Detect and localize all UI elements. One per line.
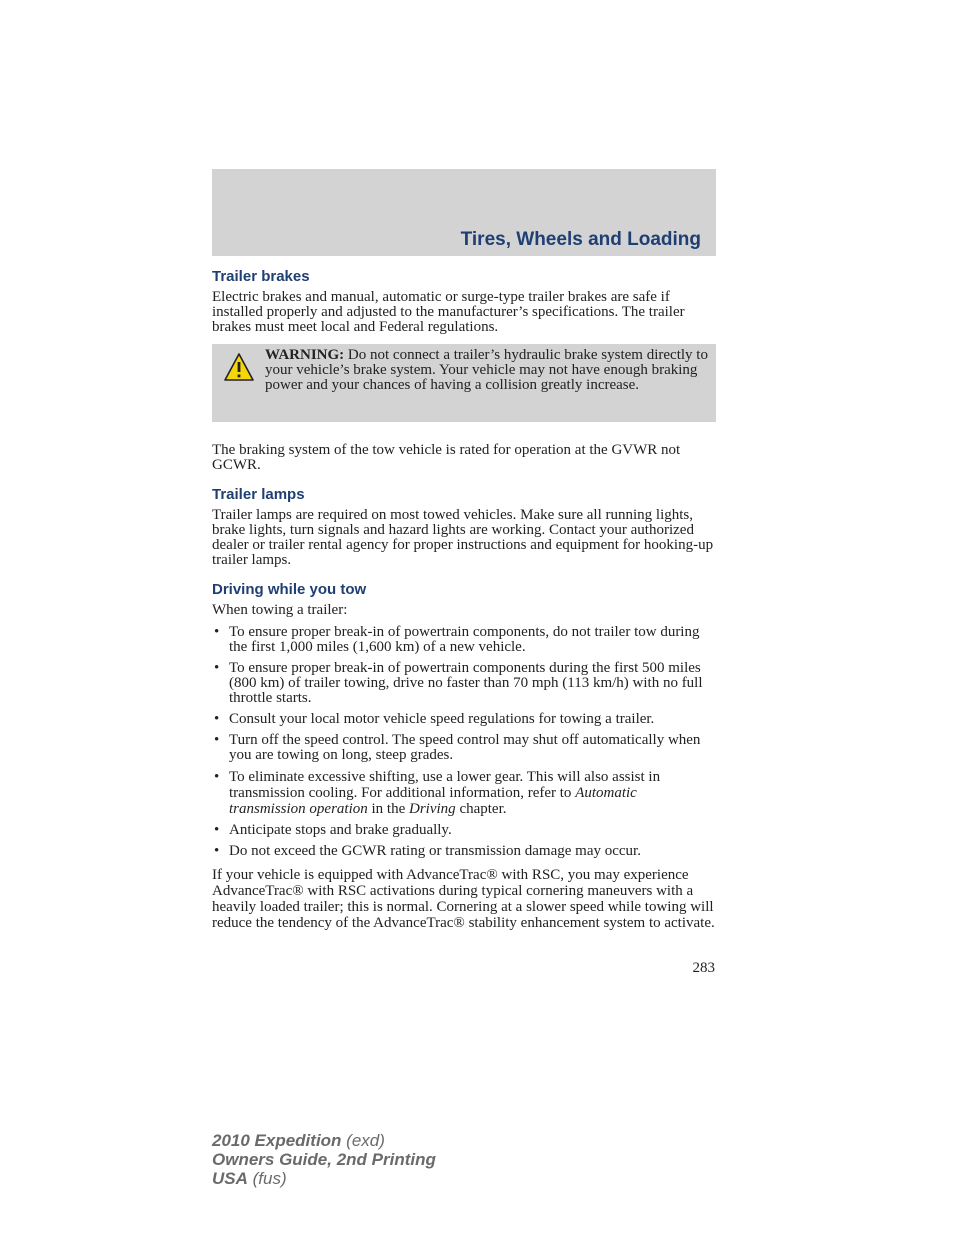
list-item: • Do not exceed the GCWR rating or transmission damage may occur. [212,844,716,859]
footer-printing: Owners Guide, 2nd Printing [212,1150,436,1169]
bullet-text: chapter. [455,801,507,817]
heading-trailer-brakes: Trailer brakes [212,268,310,285]
page-number: 283 [692,960,715,976]
list-item: • Consult your local motor vehicle speed regulations for towing a trailer. [212,712,716,727]
footer-market: USA [212,1169,248,1188]
trailer-lamps-paragraph: Trailer lamps are required on most towed vehicles. Make sure all running lights, brake lights, turn signals and hazard lights are working. Contact your authorized dealer or trailer rental agency for proper instructions and equipment for hooking-up trailer lamps. [212,507,714,568]
towing-intro: When towing a trailer: [212,602,348,618]
section-header-band [212,169,716,256]
cross-reference-driving-chapter: Driving [409,801,456,817]
footer-model-code: (exd) [341,1131,385,1150]
braking-system-paragraph: The braking system of the tow vehicle is rated for operation at the GVWR not GCWR. [212,442,681,473]
footer-model: 2010 Expedition [212,1131,342,1150]
heading-trailer-lamps: Trailer lamps [212,486,305,503]
trailer-brakes-paragraph: Electric brakes and manual, automatic or surge-type trailer brakes are safe if installed properly and adjusted to the manufacturer’s specifications. The trailer brakes must meet local and Federal regulations. [212,289,685,335]
warning-label: WARNING: [265,347,345,363]
advancetrac-paragraph: If your vehicle is equipped with AdvanceTrac® with RSC, you may experience AdvanceTrac® with RSC activations during typical cornering maneuvers with a heavily loaded trailer; this is normal. Cornering at a slower speed while towing will reduce the tendency of the AdvanceTrac® stability enhancement system to activate. [212,867,715,931]
bullet-text: in the [367,801,410,817]
list-item: • Turn off the speed control. The speed control may shut off automatically when you are towing on long, steep grades. [212,733,716,763]
warning-text: Do not connect a trailer’s hydraulic brake system directly to your vehicle’s brake system. Your vehicle may not have enough braking power and your chances of having a collision greatly increase. [265,347,708,393]
warning-triangle-icon [223,352,255,382]
document-footer [212,1131,436,1188]
bullet-text: To eliminate excessive shifting, use a lower gear. This will also assist in transmission cooling. For additional information, refer to [229,769,661,801]
list-item: • Anticipate stops and brake gradually. [212,823,716,838]
towing-bullet-list [212,625,716,859]
list-item: • To ensure proper break-in of powertrain components, do not trailer tow during the first 1,000 miles (1,600 km) of a new vehicle. [212,625,716,655]
page-content [212,268,716,931]
warning-box [212,344,716,422]
heading-driving-while-you-tow: Driving while you tow [212,581,367,598]
list-item [212,769,716,817]
list-item: • To ensure proper break-in of powertrain components during the first 500 miles (800 km) of trailer towing, drive no faster than 70 mph (113 km/h) with no full throttle starts. [212,661,716,706]
footer-market-code: (fus) [247,1169,287,1188]
section-title: Tires, Wheels and Loading [460,229,701,250]
cross-reference-automatic-transmission: Automatic transmission operation [229,785,637,817]
